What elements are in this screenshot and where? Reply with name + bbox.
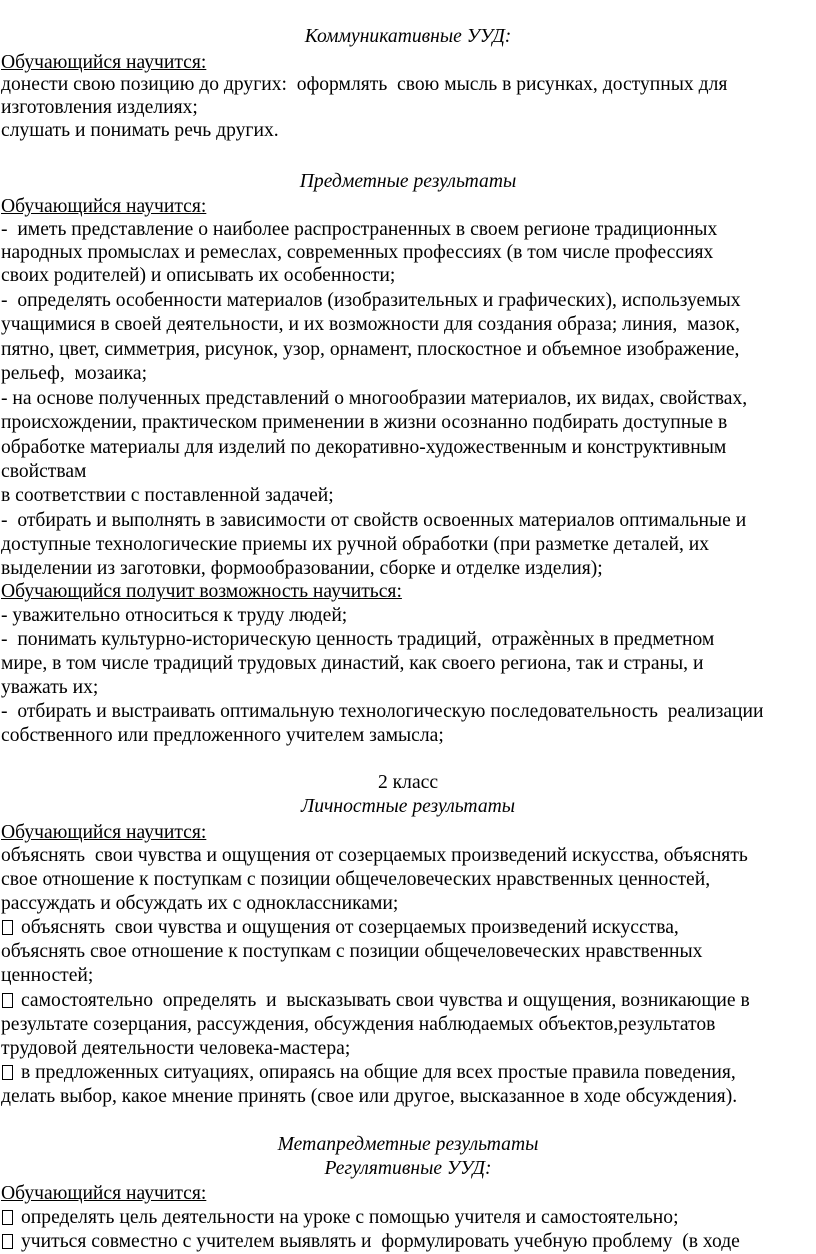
text-line: - уважительно относиться к труду людей; [1,605,348,626]
text-line: изготовления изделиях; [1,97,198,118]
list-item-text: определять цель деятельности на уроке с помощью учителя и самостоятельно; [21,1207,679,1228]
text-line: свое отношение к поступкам с позиции общечеловеческих нравственных ценностей, [1,869,711,890]
text-line: пятно, цвет, симметрия, рисунок, узор, орнамент, плоскостное и объемное изображение, [1,339,740,360]
text-line: объяснять свое отношение к поступкам с позиции общечеловеческих нравственных [1,941,703,962]
section-heading: Коммуникативные УУД: [304,26,512,47]
text-line: свойствам [1,461,87,482]
text-line: слушать и понимать речь других. [1,120,279,141]
list-item-text: объяснять свои чувства и ощущения от созерцаемых произведений искусства, [21,917,679,938]
text-line: мире, в том числе традиций трудовых династий, как своего региона, так и страны, и [1,653,704,674]
text-line: результате созерцания, рассуждения, обсуждения наблюдаемых объектов,результатов [1,1014,716,1035]
bullet-box-icon [2,1234,13,1249]
subheading: Обучающийся научится: [1,822,207,843]
text-line: - иметь представление о наиболее распространенных в своем регионе традиционных [1,219,718,240]
text-line: выделении из заготовки, формообразовании, сборке и отделке изделия); [1,558,603,579]
text-line: - отбирать и выстраивать оптимальную технологическую последовательность реализации [1,701,764,722]
list-item [1,917,679,940]
list-item [1,1231,740,1254]
section-heading: Регулятивные УУД: [324,1158,492,1179]
subheading: Обучающийся научится: [1,52,207,73]
list-item [1,990,750,1013]
text-line: - на основе полученных представлений о многообразии материалов, их видах, свойствах, [1,388,748,409]
subheading: Обучающийся научится: [1,1183,207,1204]
text-line: доступные технологические приемы их ручной обработки (при разметке деталей, их [1,534,710,555]
text-line: рассуждать и обсуждать их с одноклассниками; [1,893,399,914]
text-line: народных промыслах и ремеслах, современных профессиях (в том числе профессиях [1,242,714,263]
text-line: в соответствии с поставленной задачей; [1,485,334,506]
text-line: обработке материалы для изделий по декоративно-художественным и конструктивным [1,437,727,458]
text-line: - понимать культурно-историческую ценность традиций, отражѐнных в предметном [1,629,715,650]
bullet-box-icon [2,920,13,935]
list-item [1,1062,736,1085]
subheading: Обучающийся научится: [1,196,207,217]
text-line: собственного или предложенного учителем замысла; [1,725,444,746]
bullet-box-icon [2,1210,13,1225]
text-line: донести свою позицию до других: оформлять свою мысль в рисунках, доступных для [1,74,728,95]
bullet-box-icon [2,993,13,1008]
text-line: своих родителей) и описывать их особенности; [1,265,396,286]
section-heading: Предметные результаты [299,171,517,192]
list-item-text: в предложенных ситуациях, опираясь на общие для всех простые правила поведения, [21,1062,736,1083]
text-line: объяснять свои чувства и ощущения от созерцаемых произведений искусства, объяснять [1,845,748,866]
text-line: - определять особенности материалов (изобразительных и графических), используемых [1,290,741,311]
list-item [1,1207,679,1230]
grade-heading: 2 класс [377,772,439,793]
subheading: Обучающийся получит возможность научиться: [1,581,402,602]
text-line: рельеф, мозаика; [1,363,148,384]
text-line: делать выбор, какое мнение принять (свое или другое, высказанное в ходе обсуждения). [1,1086,738,1107]
text-line: происхождении, практическом применении в жизни осознанно подбирать доступные в [1,412,728,433]
text-line: ценностей; [1,965,94,986]
text-line: трудовой деятельности человека-мастера; [1,1038,351,1059]
list-item-text: учиться совместно с учителем выявлять и формулировать учебную проблему (в ходе [21,1231,740,1252]
section-heading: Личностные результаты [300,796,516,817]
bullet-box-icon [2,1065,13,1080]
text-line: уважать их; [1,677,99,698]
list-item-text: самостоятельно определять и высказывать свои чувства и ощущения, возникающие в [21,990,750,1011]
text-line: - отбирать и выполнять в зависимости от свойств освоенных материалов оптимальные и [1,510,747,531]
text-line: учащимися в своей деятельности, и их возможности для создания образа; линия, мазок, [1,314,740,335]
section-heading: Метапредметные результаты [277,1134,539,1155]
